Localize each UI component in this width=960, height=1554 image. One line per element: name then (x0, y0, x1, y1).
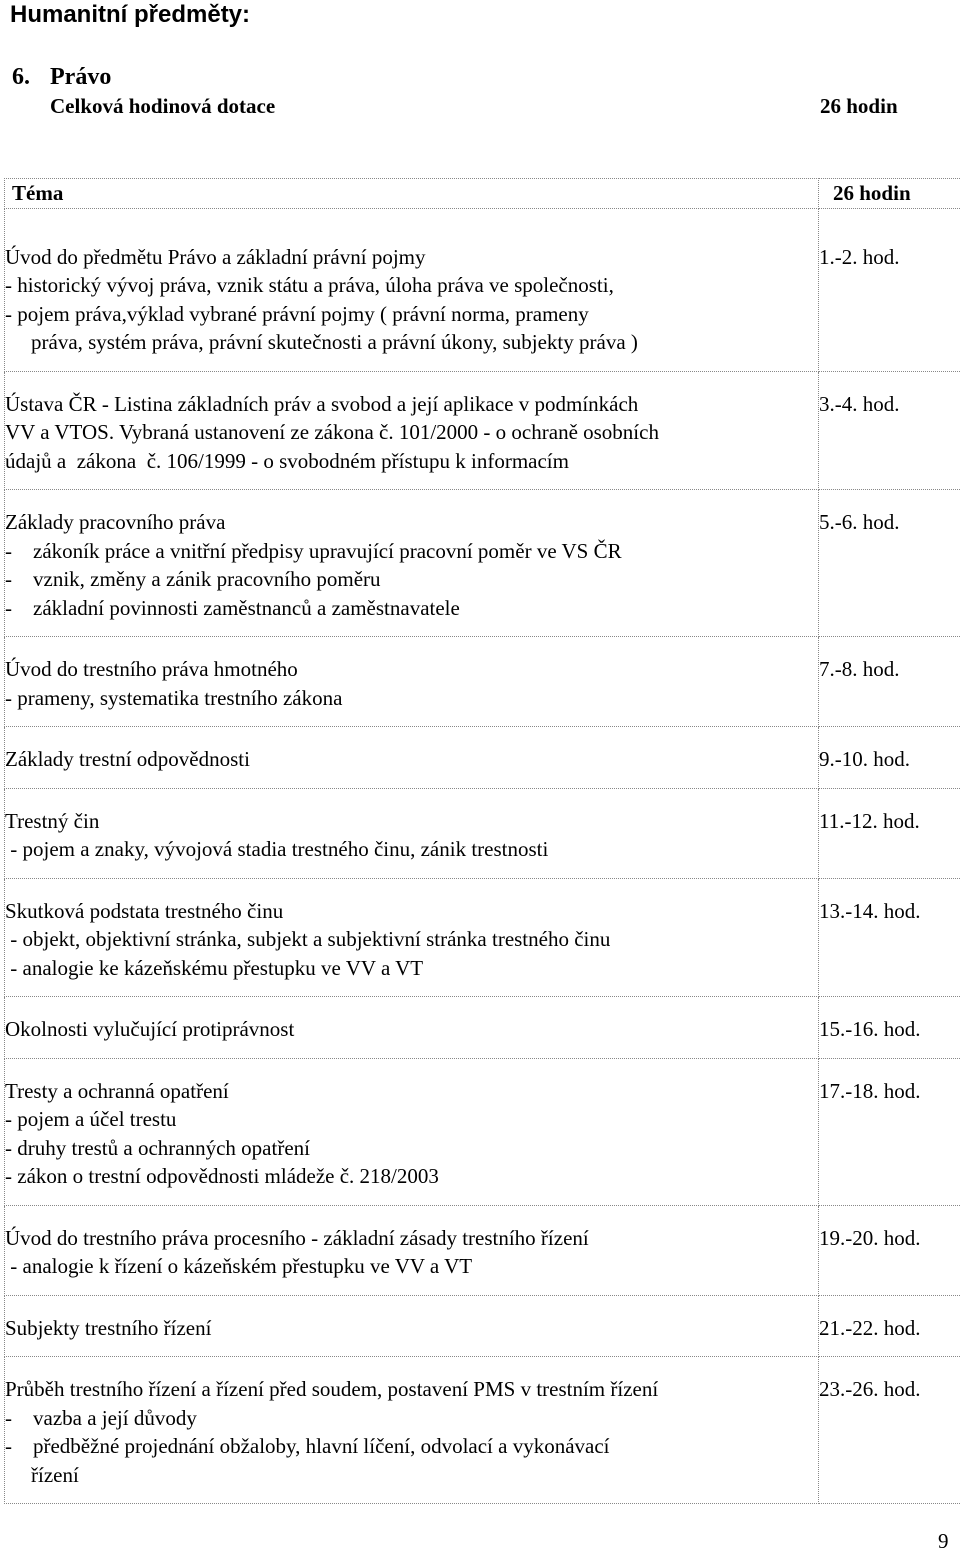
table-row (5, 1205, 960, 1295)
total-hours-value: 26 hodin (820, 94, 898, 118)
hours-value: 17.-18. hod. (819, 1078, 921, 1103)
topics-table (4, 178, 960, 1504)
hours-value: 7.-8. hod. (819, 657, 900, 681)
topic-cell (5, 1357, 819, 1504)
topic-line: VV a VTOS. Vybraná ustanovení ze zákona č. 101/2000 - o ochraně osobních (5, 420, 659, 444)
topic-line: - zákon o trestní odpovědnosti mládeže č. 218/2003 (5, 1164, 439, 1188)
topic-cell (5, 1205, 819, 1295)
hours-value: 1.-2. hod. (819, 244, 900, 269)
hours-cell (819, 1357, 960, 1504)
hours-cell (819, 727, 960, 789)
table-row (5, 371, 960, 490)
subject-title (12, 62, 111, 92)
total-hours-label: Celková hodinová dotace (50, 94, 276, 118)
header-hours: 26 hodin (819, 179, 960, 209)
hours-cell (819, 1295, 960, 1357)
hours-value: 3.-4. hod. (819, 391, 900, 416)
topic-line: - analogie k řízení o kázeňském přestupku ve VV a VT (5, 1254, 473, 1278)
topic-line: - základní povinnosti zaměstnanců a zaměstnavatele (5, 595, 460, 620)
hours-value: 15.-16. hod. (819, 1017, 921, 1041)
hours-value: 13.-14. hod. (819, 898, 921, 923)
topic-title: Okolnosti vylučující protiprávnost (5, 1017, 295, 1041)
topic-line: - předběžné projednání obžaloby, hlavní líčení, odvolací a vykonávací (5, 1434, 610, 1458)
hours-value: 9.-10. hod. (819, 747, 910, 771)
topic-line: údajů a zákona č. 106/1999 - o svobodném přístupu k informacím (5, 448, 569, 473)
hours-value: 23.-26. hod. (819, 1377, 921, 1401)
topic-line: - objekt, objektivní stránka, subjekt a subjektivní stránka trestného činu (5, 927, 611, 951)
topic-line: - druhy trestů a ochranných opatření (5, 1135, 310, 1160)
hours-value: 11.-12. hod. (819, 808, 920, 833)
topic-cell (5, 878, 819, 997)
topic-cell (5, 727, 819, 789)
table-row (5, 788, 960, 878)
table-row (5, 490, 960, 637)
page-number: 9 (938, 1529, 949, 1553)
topic-title: Průběh trestního řízení a řízení před soudem, postavení PMS v trestním řízení (5, 1377, 659, 1401)
topic-title: Skutková podstata trestného činu (5, 898, 284, 923)
topic-line: - historický vývoj práva, vznik státu a práva, úloha práva ve společnosti, (5, 273, 614, 297)
topic-line: - pojem a účel trestu (5, 1107, 177, 1131)
table-row (5, 637, 960, 727)
hours-cell (819, 637, 960, 727)
hours-cell (819, 878, 960, 997)
topic-cell (5, 490, 819, 637)
header-topic: Téma (5, 179, 819, 209)
topic-cell (5, 371, 819, 490)
hours-cell (819, 371, 960, 490)
topic-line: - vazba a její důvody (5, 1405, 197, 1430)
topic-title: Úvod do předmětu Právo a základní právní pojmy (5, 244, 426, 269)
topic-line: - analogie ke kázeňskému přestupku ve VV a VT (5, 955, 424, 980)
topic-line: - pojem práva,výklad vybrané právní pojmy ( právní norma, prameny (5, 301, 589, 326)
topic-line: - pojem a znaky, vývojová stadia trestného činu, zánik trestnosti (5, 837, 549, 861)
hours-value: 5.-6. hod. (819, 510, 900, 534)
topic-line: - vznik, změny a zánik pracovního poměru (5, 567, 381, 591)
topic-title: Ústava ČR - Listina základních práv a svobod a její aplikace v podmínkách (5, 391, 639, 416)
topic-title: Úvod do trestního práva hmotného (5, 657, 298, 681)
hours-value: 21.-22. hod. (819, 1315, 921, 1340)
table-row (5, 208, 960, 371)
topic-title: Základy trestní odpovědnosti (5, 747, 250, 771)
table-header-row (5, 179, 960, 209)
topic-cell (5, 1058, 819, 1205)
topic-title: Základy pracovního práva (5, 510, 226, 534)
topic-title: Tresty a ochranná opatření (5, 1078, 229, 1103)
table-row (5, 997, 960, 1059)
hours-cell (819, 490, 960, 637)
topic-title: Úvod do trestního práva procesního - základní zásady trestního řízení (5, 1225, 589, 1250)
subject-number: 6. (12, 64, 30, 90)
topic-cell (5, 208, 819, 371)
topic-line: - prameny, systematika trestního zákona (5, 685, 343, 710)
topic-cell (5, 997, 819, 1059)
topic-cell (5, 788, 819, 878)
topic-line: řízení (31, 1462, 79, 1487)
topic-line: - zákoník práce a vnitřní předpisy upravující pracovní poměr ve VS ČR (5, 538, 622, 563)
table-row (5, 727, 960, 789)
hours-value: 19.-20. hod. (819, 1225, 921, 1250)
table-row (5, 1295, 960, 1357)
topic-title: Subjekty trestního řízení (5, 1315, 212, 1340)
topic-cell (5, 1295, 819, 1357)
hours-cell (819, 1205, 960, 1295)
topic-cell (5, 637, 819, 727)
topic-line: práva, systém práva, právní skutečnosti a právní úkony, subjekty práva ) (31, 330, 638, 354)
table-row (5, 1058, 960, 1205)
table-row (5, 1357, 960, 1504)
topic-title: Trestný čin (5, 808, 100, 833)
hours-cell (819, 208, 960, 371)
table-row (5, 878, 960, 997)
page-heading: Humanitní předměty: (10, 1, 251, 28)
hours-cell (819, 1058, 960, 1205)
hours-cell (819, 997, 960, 1059)
subject-name: Právo (50, 64, 112, 90)
hours-cell (819, 788, 960, 878)
